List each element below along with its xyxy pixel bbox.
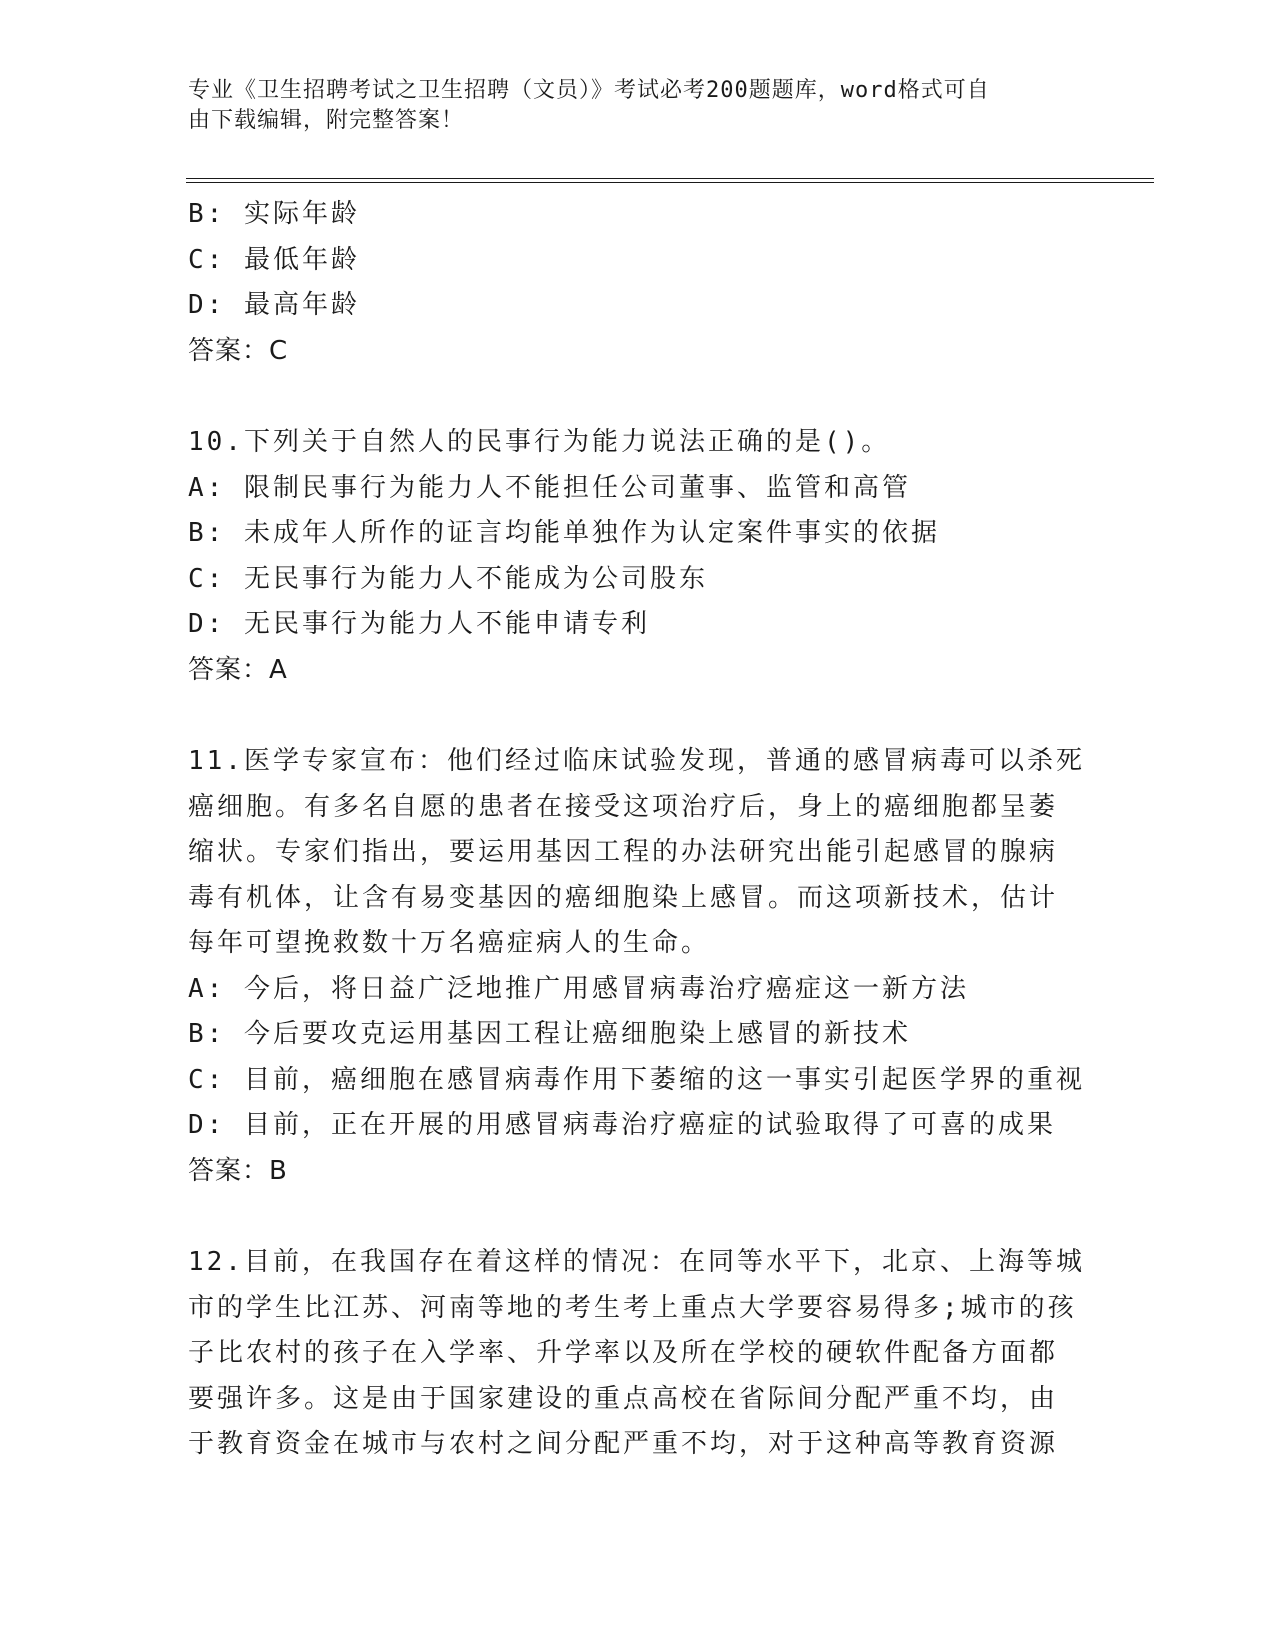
header-title-line-1: 专业《卫生招聘考试之卫生招聘（文员）》考试必考200题题库，word格式可自 [188, 78, 990, 103]
header-divider [186, 178, 1154, 183]
q11-stem-line: 11.医学专家宣布：他们经过临床试验发现，普通的感冒病毒可以杀死 [188, 746, 1085, 776]
q10-answer: 答案：A [188, 654, 288, 685]
q11-stem-line: 缩状。专家们指出，要运用基因工程的办法研究出能引起感冒的腺病 [188, 837, 1059, 867]
q12-stem-line: 市的学生比江苏、河南等地的考生考上重点大学要容易得多;城市的孩 [188, 1292, 1077, 1323]
spacer [188, 693, 1088, 739]
q12-stem-line: 要强许多。这是由于国家建设的重点高校在省际间分配严重不均，由 [188, 1383, 1059, 1414]
q11-option-a: A: 今后，将日益广泛地推广用感冒病毒治疗癌症这一新方法 [188, 973, 969, 1004]
q10-option-a: A: 限制民事行为能力人不能担任公司董事、监管和高管 [188, 472, 911, 503]
q11-stem-line: 毒有机体，让含有易变基因的癌细胞染上感冒。而这项新技术，估计 [188, 882, 1059, 913]
q11-option-d: D: 目前，正在开展的用感冒病毒治疗癌症的试验取得了可喜的成果 [188, 1110, 1056, 1140]
q9-option-b: B: 实际年龄 [188, 199, 360, 229]
q10-option-b: B: 未成年人所作的证言均能单独作为认定案件事实的依据 [188, 518, 940, 548]
q10-option-c: C: 无民事行为能力人不能成为公司股东 [188, 563, 708, 594]
q12-stem-line: 12.目前，在我国存在着这样的情况：在同等水平下，北京、上海等城 [188, 1247, 1085, 1277]
q11-option-b: B: 今后要攻克运用基因工程让癌细胞染上感冒的新技术 [188, 1019, 911, 1049]
q12-stem-line: 子比农村的孩子在入学率、升学率以及所在学校的硬软件配备方面都 [188, 1338, 1059, 1368]
q11-option-c: C: 目前，癌细胞在感冒病毒作用下萎缩的这一事实引起医学界的重视 [188, 1064, 1085, 1095]
q10-stem: 10.下列关于自然人的民事行为能力说法正确的是()。 [188, 427, 891, 457]
q9-option-d: D: 最高年龄 [188, 290, 360, 320]
q12-stem-line: 于教育资金在城市与农村之间分配严重不均，对于这种高等教育资源 [188, 1429, 1059, 1459]
q11-stem-line: 每年可望挽救数十万名癌症病人的生命。 [188, 928, 711, 958]
header-title-line-2: 由下载编辑，附完整答案！ [188, 108, 465, 133]
q11-stem-line: 癌细胞。有多名自愿的患者在接受这项治疗后，身上的癌细胞都呈萎 [188, 791, 1059, 822]
question-9-continued [188, 192, 1088, 374]
question-11 [188, 739, 1088, 1194]
question-10 [188, 420, 1088, 693]
q11-answer: 答案：B [188, 1155, 288, 1186]
q9-option-c: C: 最低年龄 [188, 244, 360, 275]
document-body [188, 192, 1088, 1468]
spacer [188, 374, 1088, 420]
q9-answer: 答案：C [188, 335, 289, 366]
spacer [188, 1194, 1088, 1240]
question-12 [188, 1240, 1088, 1468]
q11-stem [188, 739, 1088, 967]
q10-option-d: D: 无民事行为能力人不能申请专利 [188, 609, 650, 639]
q12-stem [188, 1240, 1088, 1468]
document-header [188, 76, 1068, 136]
